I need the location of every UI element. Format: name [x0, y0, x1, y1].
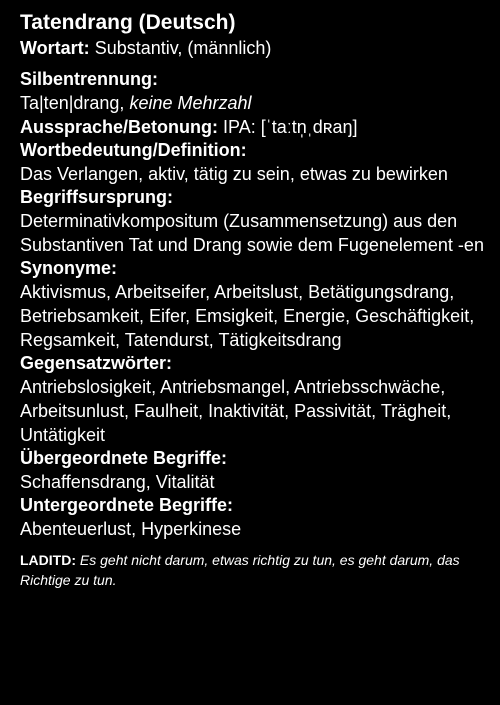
- ursprung-label: Begriffsursprung:: [20, 187, 173, 207]
- gegensatz-text: Antriebslosigkeit, Antriebsmangel, Antriebsschwäche, Arbeitsunlust, Faulheit, Inaktivität, Passivität, Trägheit, Untätigkeit: [20, 377, 452, 445]
- silbentrennung-label: Silbentrennung:: [20, 69, 158, 89]
- definition-text: Das Verlangen, aktiv, tätig zu sein, etwas zu bewirken: [20, 164, 448, 184]
- aussprache-label: Aussprache/Betonung:: [20, 117, 219, 137]
- untergeordnet-text: Abenteuerlust, Hyperkinese: [20, 519, 242, 539]
- ursprung-text: Determinativkompositum (Zusammensetzung) aus den Substantiven Tat und Drang sowie dem Fugenelement -en: [20, 211, 484, 255]
- wortart-label: Wortart:: [20, 38, 90, 58]
- silbentrennung-note: keine Mehrzahl: [129, 93, 252, 113]
- uebergeordnet-label: Übergeordnete Begriffe:: [20, 448, 228, 468]
- quote-label: LADITD:: [20, 552, 76, 568]
- synonyme-text: Aktivismus, Arbeitseifer, Arbeitslust, Betätigungsdrang, Betriebsamkeit, Eifer, Emsigkeit, Energie, Geschäftigkeit, Regsamkeit, Tatendurst, Tätigkeitsdrang: [20, 282, 475, 350]
- aussprache-value: IPA: [ˈtaːtn̩ˌdʀaŋ]: [223, 117, 358, 137]
- quote-line: [20, 550, 490, 590]
- silbentrennung-line: [20, 91, 490, 115]
- silbentrennung-value: Ta|ten|drang,: [20, 93, 125, 113]
- untergeordnet-label: Untergeordnete Begriffe:: [20, 495, 234, 515]
- aussprache-line: [20, 115, 490, 139]
- dictionary-card: [20, 10, 490, 604]
- uebergeordnet-text: Schaffensdrang, Vitalität: [20, 472, 215, 492]
- wortart-value: Substantiv, (männlich): [94, 38, 272, 58]
- gegensatz-label: Gegensatzwörter:: [20, 353, 173, 373]
- entry-title: Tatendrang (Deutsch): [20, 11, 236, 34]
- synonyme-label: Synonyme:: [20, 258, 118, 278]
- wortart-line: [20, 36, 490, 60]
- quote-text: Es geht nicht darum, etwas richtig zu tun, es geht darum, das Richtige zu tun.: [20, 552, 460, 588]
- definition-label: Wortbedeutung/Definition:: [20, 140, 247, 160]
